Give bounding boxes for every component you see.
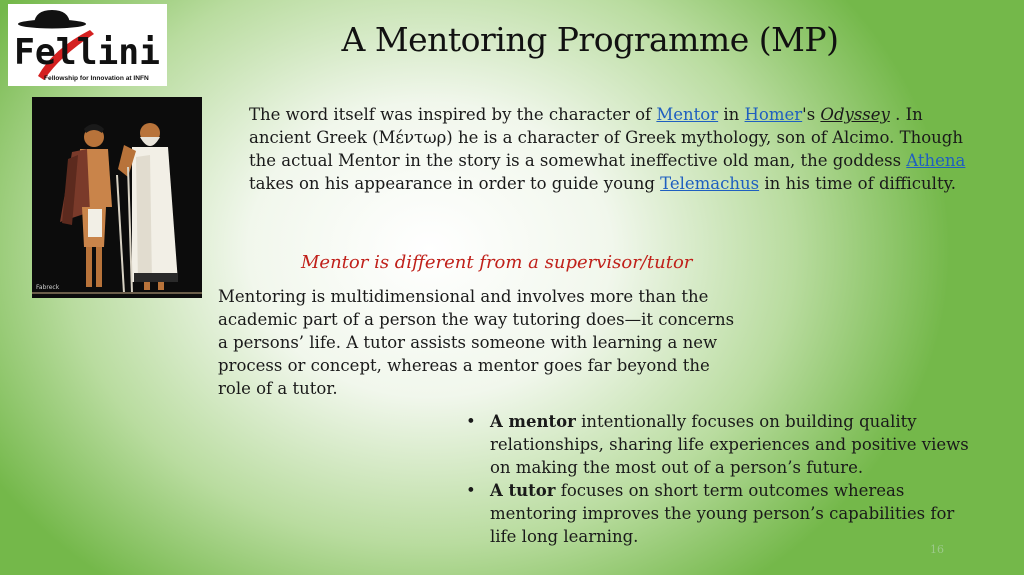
slide-title: A Mentoring Programme (MP) — [341, 20, 839, 59]
intro-paragraph — [249, 103, 969, 195]
intro-text-5: takes on his appearance in order to guide young — [249, 174, 661, 193]
bullet-item-tutor — [464, 479, 984, 548]
intro-text-2: in — [718, 105, 745, 124]
bullet-bold-mentor: A mentor — [490, 412, 576, 431]
intro-text-6: in his time of difficulty. — [759, 174, 956, 193]
bullet-text-mentor: intentionally focuses on building quality relationships, sharing life experiences and positive views on making the most out of a person’s future. — [490, 412, 969, 477]
mentor-link[interactable]: Mentor — [656, 105, 719, 124]
logo-tagline: Fellowship for Innovation at INFN — [44, 75, 149, 82]
bullet-text-tutor: focuses on short term outcomes whereas mentoring improves the young person’s capabilities for life long learning. — [490, 481, 955, 546]
image-signature: Fabreck — [36, 284, 60, 291]
intro-text-4: . In ancient Greek (Μέντωρ) he is a character of Greek mythology, son of Alcimo. Though the actual Mentor in the story is a somewhat ineffective old man, the goddess — [249, 105, 963, 170]
mentoring-paragraph: Mentoring is multidimensional and involves more than the academic part of a person the way tutoring does—it concerns a persons’ life. A tutor assists someone with learning a new process or concept, whereas a mentor goes far beyond the role of a tutor. — [218, 287, 735, 398]
bullet-item-mentor — [464, 410, 984, 479]
page-number: 16 — [930, 543, 944, 556]
greek-figures-image — [32, 97, 202, 298]
odyssey-title: Odyssey — [820, 105, 890, 124]
intro-text-1: The word itself was inspired by the character of — [249, 105, 657, 124]
subheading: Mentor is different from a supervisor/tutor — [301, 252, 693, 273]
intro-text-3: 's — [802, 105, 821, 124]
fellini-logo — [8, 4, 167, 86]
athena-link[interactable]: Athena — [906, 151, 966, 170]
bullet-bold-tutor: A tutor — [490, 481, 556, 500]
bullet-list — [464, 410, 984, 548]
telemachus-link[interactable]: Telemachus — [660, 174, 760, 193]
bullet-marker: • — [466, 481, 476, 500]
logo-wordmark: Fellini — [14, 32, 160, 73]
homer-link[interactable]: Homer — [744, 105, 803, 124]
bullet-marker: • — [466, 412, 476, 431]
